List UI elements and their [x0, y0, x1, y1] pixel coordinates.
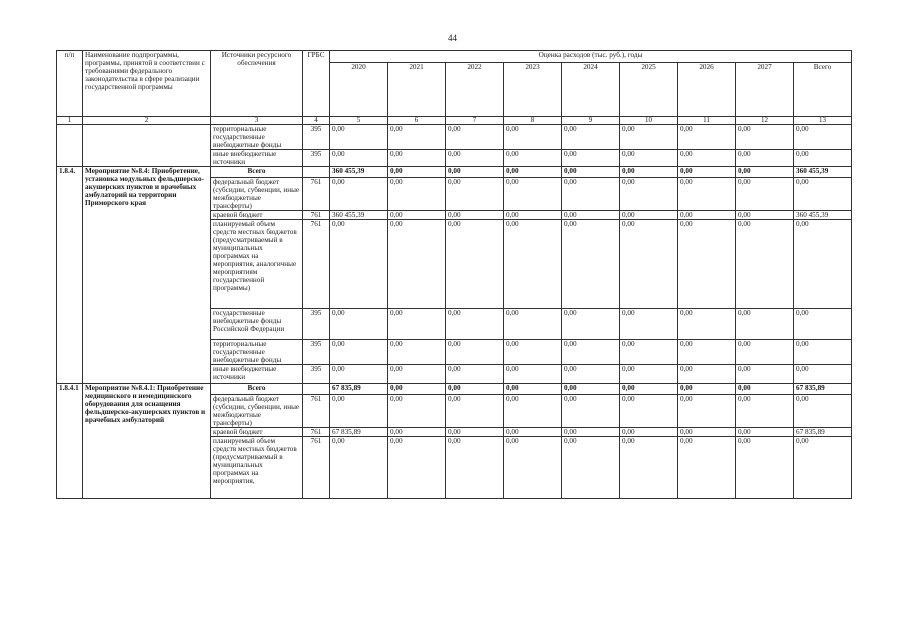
grbs-code: [303, 384, 330, 395]
year-value: 0,00: [446, 178, 504, 211]
year-value: 0,00: [678, 395, 736, 428]
header-year: 2020: [330, 63, 388, 117]
column-number: 8: [504, 117, 562, 125]
year-value: 0,00: [562, 395, 620, 428]
year-value: 0,00: [736, 125, 794, 150]
year-value: 0,00: [620, 309, 678, 340]
year-value: 0,00: [620, 220, 678, 309]
year-value: 0,00: [504, 178, 562, 211]
year-value: 0,00: [504, 220, 562, 309]
grbs-code: 395: [303, 309, 330, 340]
year-value: 0,00: [446, 125, 504, 150]
year-value: 0,00: [446, 220, 504, 309]
year-value: 360 455,39: [794, 211, 852, 220]
year-value: 0,00: [678, 211, 736, 220]
year-value: 0,00: [330, 178, 388, 211]
year-value: 0,00: [678, 150, 736, 167]
measure-number: [57, 125, 83, 167]
funding-source: краевой бюджет: [211, 428, 303, 437]
year-value: 0,00: [678, 167, 736, 178]
grbs-code: 761: [303, 178, 330, 211]
year-value: 0,00: [330, 395, 388, 428]
column-number: 10: [620, 117, 678, 125]
year-value: 0,00: [446, 437, 504, 499]
column-number: 12: [736, 117, 794, 125]
year-value: 0,00: [504, 125, 562, 150]
year-value: 0,00: [330, 365, 388, 384]
grbs-code: 395: [303, 365, 330, 384]
year-value: 0,00: [388, 340, 446, 365]
year-value: 0,00: [330, 125, 388, 150]
header-year: 2024: [562, 63, 620, 117]
measure-name: [83, 125, 211, 167]
year-value: 0,00: [446, 211, 504, 220]
year-value: 0,00: [504, 428, 562, 437]
column-number: 2: [83, 117, 211, 125]
year-value: 0,00: [620, 437, 678, 499]
table-row: [57, 384, 852, 395]
year-value: 0,00: [388, 395, 446, 428]
year-value: 0,00: [504, 384, 562, 395]
year-value: 0,00: [388, 365, 446, 384]
year-value: 0,00: [504, 395, 562, 428]
year-value: 0,00: [794, 340, 852, 365]
header-name: Наименование подпрограммы, программы, принятой в соответствии с требованиями федерального законодательства в сфере реализации государственной программы: [83, 51, 211, 117]
year-value: 0,00: [620, 395, 678, 428]
year-value: 0,00: [678, 437, 736, 499]
year-value: 0,00: [562, 167, 620, 178]
header-year: 2023: [504, 63, 562, 117]
year-value: 0,00: [620, 211, 678, 220]
header-years-group: Оценка расходов (тыс. руб.), годы: [330, 51, 852, 63]
year-value: 0,00: [446, 340, 504, 365]
year-value: 0,00: [678, 125, 736, 150]
year-value: 0,00: [388, 211, 446, 220]
year-value: 0,00: [736, 220, 794, 309]
column-number: 11: [678, 117, 736, 125]
year-value: 0,00: [562, 384, 620, 395]
year-value: 0,00: [388, 178, 446, 211]
grbs-code: 761: [303, 211, 330, 220]
year-value: 67 835,89: [794, 384, 852, 395]
funding-source: федеральный бюджет (субсидии, субвенции, иные межбюджетные трансферты): [211, 395, 303, 428]
year-value: 0,00: [736, 150, 794, 167]
year-value: 0,00: [504, 150, 562, 167]
header-year: 2025: [620, 63, 678, 117]
funding-source: федеральный бюджет (субсидии, субвенции, иные межбюджетные трансферты): [211, 178, 303, 211]
year-value: 0,00: [562, 150, 620, 167]
year-value: 0,00: [504, 167, 562, 178]
year-value: 0,00: [388, 384, 446, 395]
year-value: 0,00: [736, 365, 794, 384]
year-value: 0,00: [794, 125, 852, 150]
year-value: 0,00: [330, 437, 388, 499]
year-value: 0,00: [678, 428, 736, 437]
column-number: 6: [388, 117, 446, 125]
year-value: 0,00: [736, 428, 794, 437]
year-value: 0,00: [562, 220, 620, 309]
column-number: 5: [330, 117, 388, 125]
year-value: 0,00: [388, 220, 446, 309]
grbs-code: 761: [303, 395, 330, 428]
year-value: 0,00: [794, 437, 852, 499]
funding-source: планируемый объем средств местных бюджетов (предусматриваемый в муниципальных программах на мероприятия, аналогичные мероприятиям государственной программы): [211, 220, 303, 309]
year-value: 0,00: [736, 384, 794, 395]
year-value: 0,00: [504, 365, 562, 384]
year-value: 0,00: [736, 437, 794, 499]
year-value: 0,00: [620, 428, 678, 437]
year-value: 0,00: [736, 178, 794, 211]
year-value: 0,00: [620, 365, 678, 384]
year-value: 0,00: [388, 125, 446, 150]
year-value: 360 455,39: [330, 211, 388, 220]
funding-source: планируемый объем средств местных бюджетов (предусматриваемый в муниципальных программах на мероприятия,: [211, 437, 303, 499]
funding-source: территориальные государственные внебюджетные фонды: [211, 340, 303, 365]
year-value: 0,00: [504, 309, 562, 340]
column-number: 9: [562, 117, 620, 125]
funding-source: Всего: [211, 384, 303, 395]
header-year: 2026: [678, 63, 736, 117]
year-value: 0,00: [504, 211, 562, 220]
year-value: 0,00: [388, 428, 446, 437]
year-value: 0,00: [330, 309, 388, 340]
year-value: 0,00: [620, 340, 678, 365]
year-value: 0,00: [446, 395, 504, 428]
header-year: Всего: [794, 63, 852, 117]
grbs-code: 395: [303, 340, 330, 365]
header-num: п/п: [57, 51, 83, 117]
year-value: 0,00: [562, 428, 620, 437]
column-number: 13: [794, 117, 852, 125]
year-value: 0,00: [446, 365, 504, 384]
year-value: 0,00: [678, 309, 736, 340]
year-value: 0,00: [678, 365, 736, 384]
year-value: 0,00: [736, 167, 794, 178]
year-value: 67 835,89: [794, 428, 852, 437]
year-value: 0,00: [388, 437, 446, 499]
measure-number: 1.8.4.1: [57, 384, 83, 499]
header-source: Источники ресурсного обеспечения: [211, 51, 303, 117]
year-value: 0,00: [562, 125, 620, 150]
year-value: 0,00: [446, 309, 504, 340]
column-number: 3: [211, 117, 303, 125]
year-value: 0,00: [678, 178, 736, 211]
header-year: 2027: [736, 63, 794, 117]
header-year: 2022: [446, 63, 504, 117]
grbs-code: 761: [303, 220, 330, 309]
column-number: 1: [57, 117, 83, 125]
year-value: 0,00: [330, 220, 388, 309]
year-value: 0,00: [620, 125, 678, 150]
year-value: 0,00: [736, 395, 794, 428]
year-value: 0,00: [562, 437, 620, 499]
year-value: 360 455,39: [330, 167, 388, 178]
year-value: 0,00: [794, 365, 852, 384]
year-value: 67 835,89: [330, 428, 388, 437]
grbs-code: [303, 167, 330, 178]
year-value: 0,00: [736, 309, 794, 340]
grbs-code: 761: [303, 428, 330, 437]
year-value: 0,00: [446, 384, 504, 395]
year-value: 0,00: [388, 309, 446, 340]
funding-source: государственные внебюджетные фонды Российской Федерации: [211, 309, 303, 340]
year-value: 0,00: [330, 340, 388, 365]
year-value: 0,00: [446, 428, 504, 437]
year-value: 67 835,89: [330, 384, 388, 395]
year-value: 0,00: [794, 150, 852, 167]
year-value: 0,00: [620, 150, 678, 167]
year-value: 0,00: [678, 220, 736, 309]
year-value: 0,00: [794, 220, 852, 309]
year-value: 0,00: [678, 340, 736, 365]
year-value: 360 455,39: [794, 167, 852, 178]
measure-number: 1.8.4.: [57, 167, 83, 384]
year-value: 0,00: [388, 167, 446, 178]
year-value: 0,00: [504, 437, 562, 499]
year-value: 0,00: [736, 340, 794, 365]
header-year: 2021: [388, 63, 446, 117]
year-value: 0,00: [446, 150, 504, 167]
year-value: 0,00: [562, 211, 620, 220]
column-number: 4: [303, 117, 330, 125]
page-number: 44: [448, 33, 457, 43]
year-value: 0,00: [562, 309, 620, 340]
year-value: 0,00: [794, 395, 852, 428]
year-value: 0,00: [562, 340, 620, 365]
funding-source: Всего: [211, 167, 303, 178]
grbs-code: 395: [303, 150, 330, 167]
year-value: 0,00: [794, 309, 852, 340]
measure-name: Мероприятие №8.4: Приобретение, установка модульных фельдшерско-акушерских пунктов и врачебных амбулаторий на территории Приморского края: [83, 167, 211, 384]
year-value: 0,00: [620, 384, 678, 395]
year-value: 0,00: [330, 150, 388, 167]
year-value: 0,00: [562, 365, 620, 384]
year-value: 0,00: [620, 167, 678, 178]
table-row: [57, 125, 852, 150]
year-value: 0,00: [736, 211, 794, 220]
funding-source: иные внебюджетные источники: [211, 365, 303, 384]
year-value: 0,00: [446, 167, 504, 178]
year-value: 0,00: [562, 178, 620, 211]
year-value: 0,00: [794, 178, 852, 211]
funding-source: территориальные государственные внебюджетные фонды: [211, 125, 303, 150]
funding-source: иные внебюджетные источники: [211, 150, 303, 167]
table-row: [57, 167, 852, 178]
funding-source: краевой бюджет: [211, 211, 303, 220]
year-value: 0,00: [504, 340, 562, 365]
year-value: 0,00: [620, 178, 678, 211]
grbs-code: 761: [303, 437, 330, 499]
grbs-code: 395: [303, 125, 330, 150]
year-value: 0,00: [388, 150, 446, 167]
year-value: 0,00: [678, 384, 736, 395]
header-grbs: ГРБС: [303, 51, 330, 117]
measure-name: Мероприятие №8.4.1: Приобретение медицинского и немедицинского оборудования для оснащения фельдшерско-акушерских пунктов и врачебных амбулаторий: [83, 384, 211, 499]
budget-table: [56, 50, 852, 499]
column-number: 7: [446, 117, 504, 125]
